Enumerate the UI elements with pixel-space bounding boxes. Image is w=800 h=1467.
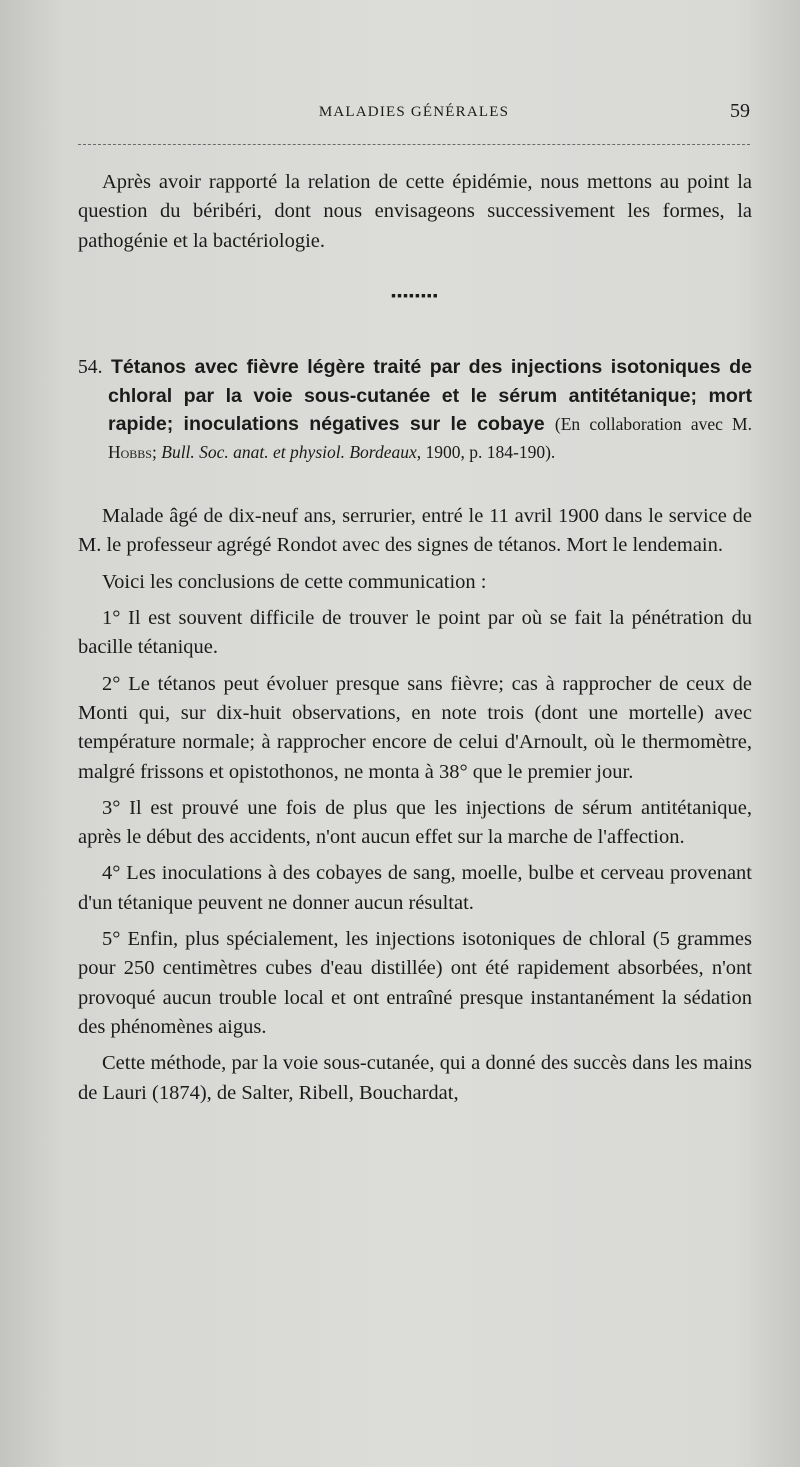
entry-number: 54. [78, 357, 103, 379]
paragraph-conclusion-2: 2° Le tétanos peut évoluer presque sans fièvre; cas à rapprocher de ceux de Monti qui, sur dix-huit observations, en note trois (dont une mortelle) avec température normale; à rapprocher encore de celui d'Arnoult, où le thermomètre, malgré frissons et opistothonos, ne monta à 38° que le premier jour. [78, 672, 752, 783]
paragraph-conclusion-4: 4° Les inoculations à des cobayes de sang, moelle, bulbe et cerveau provenant d'un tétanique peuvent ne donner aucun résultat. [78, 862, 752, 914]
paragraph-conclusion-3: 3° Il est prouvé une fois de plus que les injections de sérum antitétanique, après le début des accidents, n'ont aucun effet sur la marche de l'affection. [78, 796, 752, 849]
paragraph-method: Cette méthode, par la voie sous-cutanée, qui a donné des succès dans les mains de Lauri (1874), de Salter, Ribell, Bouchardat, [78, 1052, 752, 1104]
page-header [78, 100, 750, 130]
citation-prefix: (En collaboration avec M. [554, 414, 752, 435]
citation-journal: Bull. Soc. anat. et physiol. Bordeaux [161, 442, 417, 463]
intro-paragraph: Après avoir rapporté la relation de cette épidémie, nous mettons au point la question du béribéri, dont nous envisageons successivement les formes, la pathogénie et la bactériologie. [78, 171, 752, 252]
spacer [78, 466, 752, 502]
paragraph-case: Malade âgé de dix-neuf ans, serrurier, entré le 11 avril 1900 dans le service de M. le professeur agrégé Rondot avec des signes de tétanos. Mort le lendemain. [78, 505, 752, 557]
page-body [78, 168, 752, 1108]
citation-author: Hobbs [108, 442, 152, 463]
citation-separator: ; [152, 442, 162, 463]
paragraph-conclusion-1: 1° Il est souvent difficile de trouver le point par où se fait la pénétration du bacille tétanique. [78, 607, 752, 659]
header-rule [78, 144, 750, 145]
citation-suffix: , 1900, p. 184-190). [416, 442, 556, 463]
paragraph-conclusion-5: 5° Enfin, plus spécialement, les injections isotoniques de chloral (5 grammes pour 250 centimètres cubes d'eau distillée) ont été rapidement absorbées, n'ont provoqué aucun trouble local et ont entraîné presque instantanément la sédation des phénomènes aigus. [78, 928, 752, 1038]
running-head: MALADIES GÉNÉRALES [318, 104, 510, 120]
entry-title: Tétanos avec fièvre légère traité par des injections isotoniques de chloral par la voie sous-cutanée et le sérum antitétanique; mort rapide; inoculations négatives sur le cobaye [108, 356, 752, 436]
paragraph-conclusions-intro: Voici les conclusions de cette communication : [102, 570, 487, 593]
page-number: 59 [730, 100, 750, 122]
bibliography-entry [78, 353, 752, 466]
section-separator: ▪▪▪▪▪▪▪▪ [391, 288, 439, 304]
